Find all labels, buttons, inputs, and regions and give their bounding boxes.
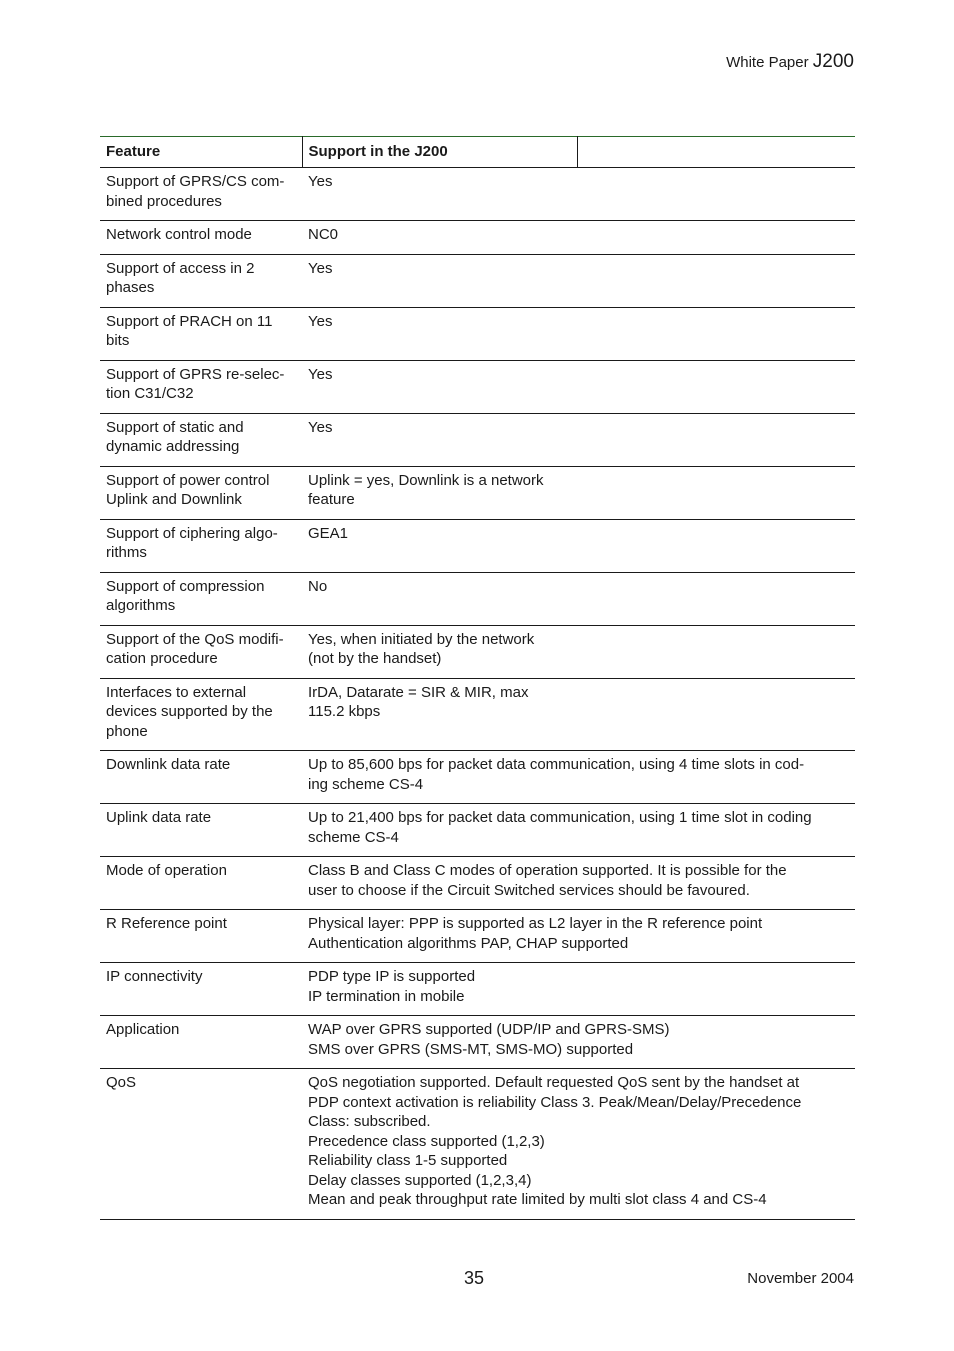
page-number: 35 (464, 1268, 485, 1288)
support-cell: Yes (308, 312, 333, 330)
empty-cell (577, 519, 855, 572)
feature-cell: Support of power control Uplink and Downlink (106, 471, 270, 508)
empty-cell (577, 413, 855, 466)
empty-cell (577, 572, 855, 625)
support-cell: WAP over GPRS supported (UDP/IP and GPRS-SMS) SMS over GPRS (SMS-MT, SMS-MO) supported (308, 1021, 670, 1058)
feature-cell: Mode of operation (106, 862, 227, 879)
empty-cell (577, 254, 855, 307)
feature-support-table (100, 136, 855, 1220)
table-row (100, 963, 855, 1016)
support-cell: Class B and Class C modes of operation supported. It is possible for the user to choose if the Circuit Switched services should be favoured. (308, 862, 787, 899)
table-row (100, 857, 855, 910)
empty-cell (577, 360, 855, 413)
feature-cell: R Reference point (106, 915, 227, 932)
table-row (100, 678, 855, 751)
table-row (100, 572, 855, 625)
column-header-support: Support in the J200 (302, 137, 577, 168)
table-header-row (100, 137, 855, 168)
feature-cell: Support of static and dynamic addressing (106, 418, 244, 455)
support-cell: QoS negotiation supported. Default requested QoS sent by the handset at PDP context activation is reliability Class 3. Peak/Mean/Delay/Precedence Class: subscribed. Precedence class supported (1,2,3) Reliability class 1-5 supported Delay classes supported (1,2,3,4) Mean and peak throughput rate limited by multi slot class 4 and CS-4 (308, 1074, 802, 1208)
support-cell: Up to 85,600 bps for packet data communication, using 4 time slots in cod- ing scheme CS-4 (308, 756, 805, 793)
empty-cell (577, 168, 855, 221)
feature-cell: Support of compression algorithms (106, 577, 265, 614)
table-row (100, 1016, 855, 1069)
feature-cell: Uplink data rate (106, 809, 212, 826)
empty-cell (577, 678, 855, 751)
support-cell: Yes (308, 173, 333, 190)
column-header-empty (577, 137, 855, 168)
support-cell: Uplink = yes, Downlink is a network feature (308, 471, 544, 508)
support-cell: Physical layer: PPP is supported as L2 layer in the R reference point Authentication algorithms PAP, CHAP supported (308, 915, 763, 952)
header-prefix: White Paper (726, 54, 809, 71)
feature-cell: Interfaces to external devices supported by the phone (106, 683, 273, 740)
support-cell: Yes, when initiated by the network (not by the handset) (308, 630, 535, 667)
support-cell: Yes (308, 365, 333, 383)
table-row (100, 360, 855, 413)
feature-cell: Support of PRACH on 11 bits (106, 312, 273, 349)
feature-cell: Application (106, 1021, 180, 1038)
feature-cell: QoS (106, 1074, 137, 1091)
table-row (100, 466, 855, 519)
support-cell: No (308, 577, 328, 595)
support-cell: Yes (308, 259, 333, 277)
feature-cell: Support of the QoS modifi- cation procedure (106, 630, 284, 667)
footer-date: November 2004 (747, 1270, 854, 1287)
table-row (100, 254, 855, 307)
table-row (100, 625, 855, 678)
feature-cell: Downlink data rate (106, 756, 231, 773)
feature-cell: Support of GPRS/CS com- bined procedures (106, 173, 285, 210)
table-row (100, 910, 855, 963)
empty-cell (577, 625, 855, 678)
table-row (100, 1069, 855, 1220)
support-cell: NC0 (308, 226, 339, 243)
feature-cell: Support of GPRS re-selec- tion C31/C32 (106, 365, 285, 402)
empty-cell (577, 221, 855, 255)
table-row (100, 804, 855, 857)
column-header-feature: Feature (106, 143, 161, 161)
feature-cell: IP connectivity (106, 968, 203, 985)
table-row (100, 307, 855, 360)
table-row (100, 221, 855, 255)
support-cell: PDP type IP is supported IP termination in mobile (308, 968, 476, 1005)
table-row (100, 751, 855, 804)
page-header (726, 51, 854, 73)
table-body (100, 168, 855, 1220)
feature-cell: Support of ciphering algo- rithms (106, 524, 278, 561)
table-row (100, 413, 855, 466)
support-cell: GEA1 (308, 524, 349, 542)
support-cell: Yes (308, 418, 333, 436)
support-cell: IrDA, Datarate = SIR & MIR, max 115.2 kbps (308, 683, 529, 720)
empty-cell (577, 307, 855, 360)
feature-cell: Support of access in 2 phases (106, 259, 255, 296)
header-doc-code: J200 (812, 51, 854, 72)
table-row (100, 168, 855, 221)
support-cell: Up to 21,400 bps for packet data communication, using 1 time slot in coding scheme CS-4 (308, 809, 812, 846)
table-row (100, 519, 855, 572)
feature-cell: Network control mode (106, 226, 252, 243)
empty-cell (577, 466, 855, 519)
